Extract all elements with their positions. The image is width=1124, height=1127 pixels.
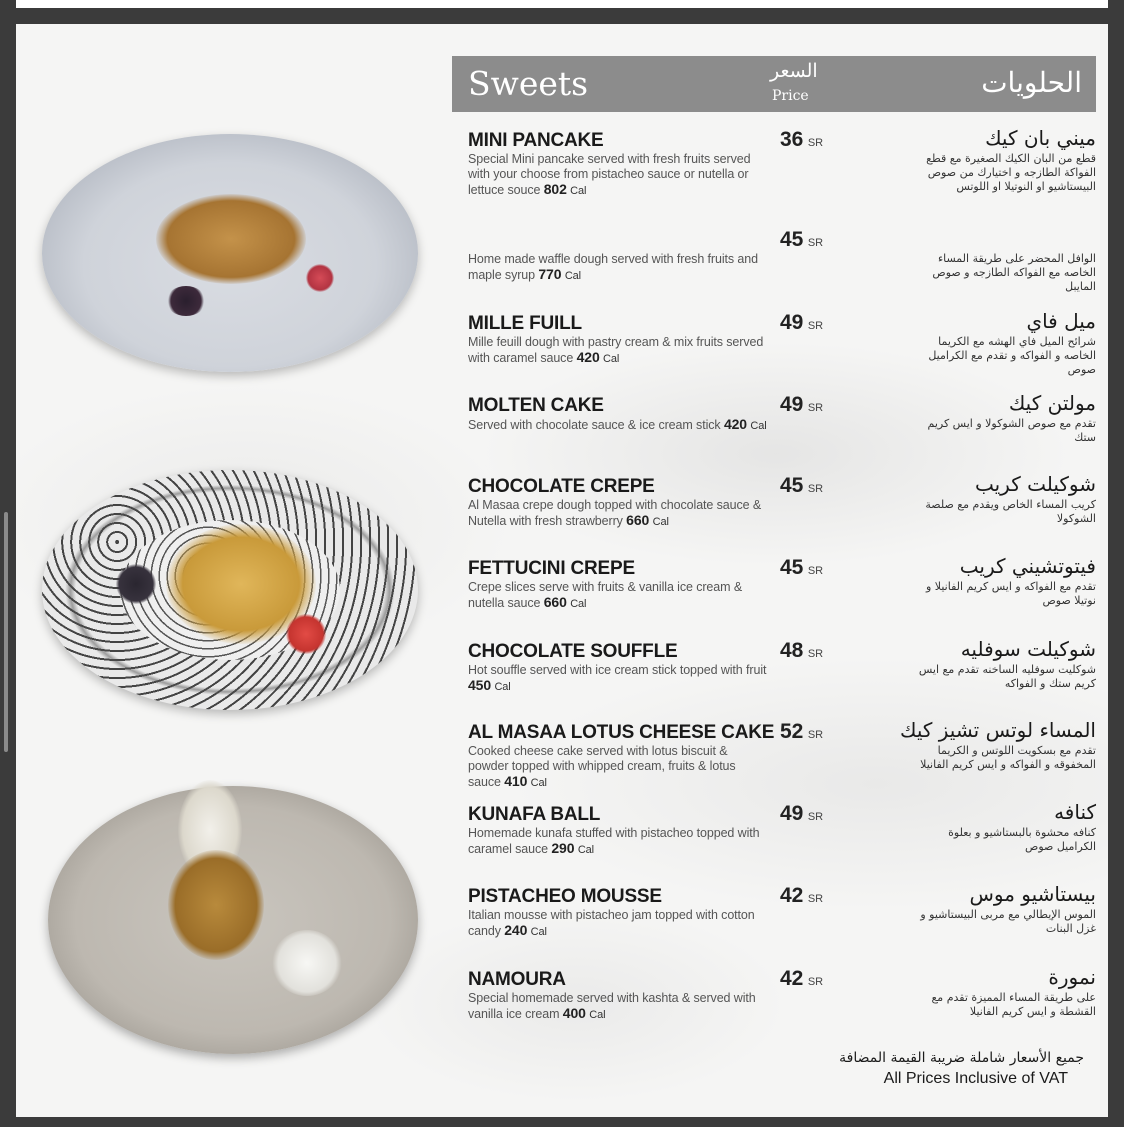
item-description: Al Masaa crepe dough topped with chocolate sauce & Nutella with fresh strawberry 660 Cal [468, 498, 762, 528]
item-description-ar: على طريقة المساء المميزة تقدم مع القشطة و ايس كريم الفانيلا [931, 991, 1096, 1018]
calorie-unit: Cal [564, 270, 582, 282]
item-description-ar: قطع من البان الكيك الصغيرة مع قطع الفواكة الطازجه و اختيارك من صوص البيستاشيو او النوتيلا او اللوتس [926, 152, 1096, 193]
item-name-ar: نمورة [1048, 965, 1096, 989]
item-description: Home made waffle dough served with fresh fruits and maple syrup 770 Cal [468, 252, 758, 282]
item-description: Cooked cheese cake served with lotus biscuit & powder topped with whipped cream, fruits & lotus sauce 410 Cal [468, 744, 736, 789]
calorie-unit: Cal [530, 777, 547, 789]
item-name-ar: المساء لوتس تشيز كيك [899, 718, 1096, 742]
blackberry-food [116, 564, 156, 604]
item-description-ar: الموس الإيطالي مع مربى البيستاشيو و غزل البنات [920, 908, 1096, 935]
calorie-unit: Cal [530, 926, 547, 938]
currency: SR [807, 565, 824, 577]
currency: SR [807, 483, 824, 495]
currency: SR [807, 320, 824, 332]
calorie-unit: Cal [750, 420, 767, 432]
item-price: 45 SR [780, 474, 824, 497]
item-description-ar: الوافل المحضر على طريقة المساء الخاصه مع الفواكه الطازجه و صوص المايبل [932, 252, 1096, 293]
item-name-ar: بيستاشيو موس [969, 882, 1096, 906]
item-description: Served with chocolate sauce & ice cream stick 420 Cal [468, 416, 767, 432]
item-description-ar: تقدم مع الفواكه و ايس كريم الفانيلا و نوتيلا صوص [925, 580, 1096, 607]
item-calories: 420 [723, 416, 747, 432]
item-price: 49 SR [780, 802, 824, 825]
vat-note-ar: جميع الأسعار شاملة ضريبة القيمة المضافة [839, 1050, 1084, 1066]
currency: SR [807, 893, 824, 905]
price-label: Price [772, 88, 809, 104]
item-price: 42 SR [780, 884, 824, 907]
strawberry-food [286, 614, 326, 654]
item-calories: 660 [626, 512, 650, 528]
item-name-ar: ميل فاي [1026, 309, 1096, 333]
item-name: PISTACHEO MOUSSE [468, 886, 662, 907]
scrollbar[interactable] [4, 512, 8, 752]
currency: SR [807, 237, 824, 249]
item-price: 45 SR [780, 228, 824, 251]
section-title-ar: الحلويات [981, 66, 1082, 99]
previous-page-edge [16, 0, 1108, 8]
ice-cream-food [272, 930, 342, 996]
currency: SR [807, 729, 824, 741]
calorie-unit: Cal [577, 844, 595, 856]
item-price: 36 SR [780, 128, 824, 151]
vat-note: All Prices Inclusive of VAT [883, 1070, 1068, 1087]
item-description: Mille feuill dough with pastry cream & mix fruits served with caramel sauce 420 Cal [468, 335, 764, 365]
item-description-ar: كنافه محشوة بالبستاشيو و بعلوة الكراميل صوص [948, 826, 1096, 853]
calorie-unit: Cal [603, 353, 620, 365]
item-calories: 410 [504, 773, 528, 789]
currency: SR [807, 648, 824, 660]
item-name-ar: ميني بان كيك [985, 126, 1096, 150]
item-name: MOLTEN CAKE [468, 395, 604, 416]
currency: SR [807, 402, 824, 414]
blackberry-food [166, 286, 206, 316]
item-calories: 802 [543, 181, 567, 197]
item-calories: 420 [576, 349, 600, 365]
item-name: CHOCOLATE SOUFFLE [468, 641, 678, 662]
item-price: 49 SR [780, 311, 824, 334]
item-name-ar: شوكيلت كريب [974, 472, 1096, 496]
item-description: Homemade kunafa stuffed with pistacheo topped with caramel sauce 290 Cal [468, 826, 760, 856]
item-calories: 660 [543, 594, 567, 610]
section-header [452, 56, 1096, 112]
raspberry-food [306, 264, 334, 292]
currency: SR [807, 811, 824, 823]
cake-food [168, 850, 264, 960]
item-name: AL MASAA LOTUS CHEESE CAKE [468, 722, 775, 743]
item-description: Crepe slices serve with fruits & vanilla ice cream & nutella sauce 660 Cal [468, 580, 743, 610]
item-name: KUNAFA BALL [468, 804, 601, 825]
item-price: 48 SR [780, 639, 824, 662]
calorie-unit: Cal [570, 598, 587, 610]
item-calories: 400 [562, 1005, 586, 1021]
item-calories: 770 [538, 266, 562, 282]
calorie-unit: Cal [570, 185, 587, 197]
calorie-unit: Cal [494, 681, 511, 693]
item-description: Special homemade served with kashta & served with vanilla ice cream 400 Cal [468, 991, 756, 1021]
currency: SR [807, 137, 824, 149]
item-description-ar: كريب المساء الخاص ويقدم مع صلصة الشوكولا [925, 498, 1096, 525]
item-name-ar: مولتن كيك [1008, 391, 1096, 415]
item-description: Italian mousse with pistacheo jam topped with cotton candy 240 Cal [468, 908, 755, 938]
item-calories: 240 [504, 922, 528, 938]
calorie-unit: Cal [589, 1009, 606, 1021]
item-price: 45 SR [780, 556, 824, 579]
calorie-unit: Cal [652, 516, 669, 528]
item-description: Special Mini pancake served with fresh fruits served with your choose from pistacheo sauce or nutella or lettuce souce 802 Cal [468, 152, 751, 197]
section-title: Sweets [468, 64, 589, 103]
item-name-ar: شوكيلت سوفليه [960, 637, 1096, 661]
item-name: MINI PANCAKE [468, 130, 604, 151]
item-name-ar: كنافه [1054, 800, 1096, 824]
item-price: 52 SR [780, 720, 824, 743]
item-description-ar: تقدم مع صوص الشوكولا و ايس كريم ستك [927, 417, 1096, 444]
item-name: MILLE FUILL [468, 313, 582, 334]
item-name: NAMOURA [468, 969, 566, 990]
item-calories: 290 [551, 840, 575, 856]
item-price: 49 SR [780, 393, 824, 416]
item-calories: 450 [468, 677, 492, 693]
currency: SR [807, 976, 824, 988]
item-name-ar: فيتوتشيني كريب [959, 554, 1096, 578]
item-description: Hot souffle served with ice cream stick topped with fruit 450 Cal [468, 663, 767, 693]
item-name: CHOCOLATE CREPE [468, 476, 655, 497]
item-description-ar: شوكليت سوفليه الساخنه تقدم مع ايس كريم ستك و الفواكه [918, 663, 1096, 690]
item-description-ar: شرائح الميل فاي الهشه مع الكريما الخاصه و الفواكه و تقدم مع الكراميل صوص [928, 335, 1096, 376]
price-label-ar: السعر [770, 60, 818, 82]
item-price: 42 SR [780, 967, 824, 990]
menu-page [16, 24, 1108, 1117]
item-name: FETTUCINI CREPE [468, 558, 635, 579]
pancake-food [156, 194, 306, 284]
item-description-ar: تقدم مع بسكويت اللوتس و الكريما المخفوقه و الفواكه و ايس كريم الفانيلا [920, 744, 1096, 771]
